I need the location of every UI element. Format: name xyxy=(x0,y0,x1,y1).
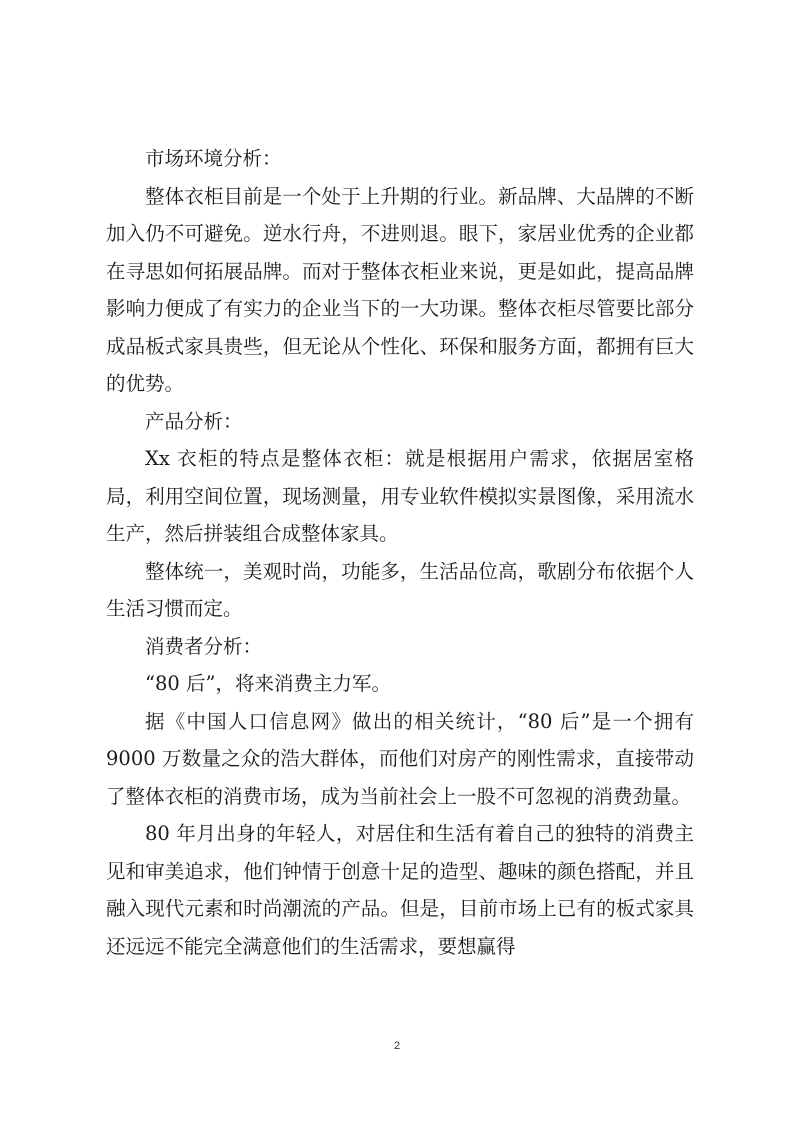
paragraph-market-environment: 整体衣柜目前是一个处于上升期的行业。新品牌、大品牌的不断加入仍不可避免。逆水行舟，不进则退。眼下，家居业优秀的企业都在寻思如何拓展品牌。而对于整体衣柜业来说，更是如此，提高品牌影响力便成了有实力的企业当下的一大功课。整体衣柜尽管要比部分成品板式家具贵些，但无论从个性化、环保和服务方面，都拥有巨大的优势。 xyxy=(106,184,694,395)
paragraph-consumer-preferences: 80 年月出身的年轻人，对居住和生活有着自己的独特的消费主见和审美追求，他们钟情于创意十足的造型、趣味的颜色搭配，并且融入现代元素和时尚潮流的产品。但是，目前市场上已有的板式家具还远远不能完全满意他们的生活需求，要想赢得 xyxy=(106,822,694,958)
heading-product-analysis: 产品分析： xyxy=(145,409,243,433)
heading-market-environment: 市场环境分析： xyxy=(145,147,282,170)
page-number: 2 xyxy=(393,1040,401,1052)
paragraph-product-features: Xx 衣柜的特点是整体衣柜：就是根据用户需求，依据居室格局，利用空间位置，现场测量，用专业软件模拟实景图像，采用流水生产，然后拼装组合成整体家具。 xyxy=(106,447,694,545)
paragraph-product-benefits: 整体统一，美观时尚，功能多，生活品位高，歌剧分布依据个人生活习惯而定。 xyxy=(106,559,694,620)
document-body xyxy=(106,140,694,965)
paragraph-consumer-statistics: 据《中国人口信息网》做出的相关统计，“80 后”是一个拥有 9000 万数量之众的浩大群体，而他们对房产的刚性需求，直接带动了整体衣柜的消费市场，成为当前社会上一股不可忽视的消费劲量。 xyxy=(106,709,694,808)
paragraph-consumer-80s: “80 后”，将来消费主力军。 xyxy=(145,672,391,695)
heading-consumer-analysis: 消费者分析： xyxy=(145,634,263,658)
